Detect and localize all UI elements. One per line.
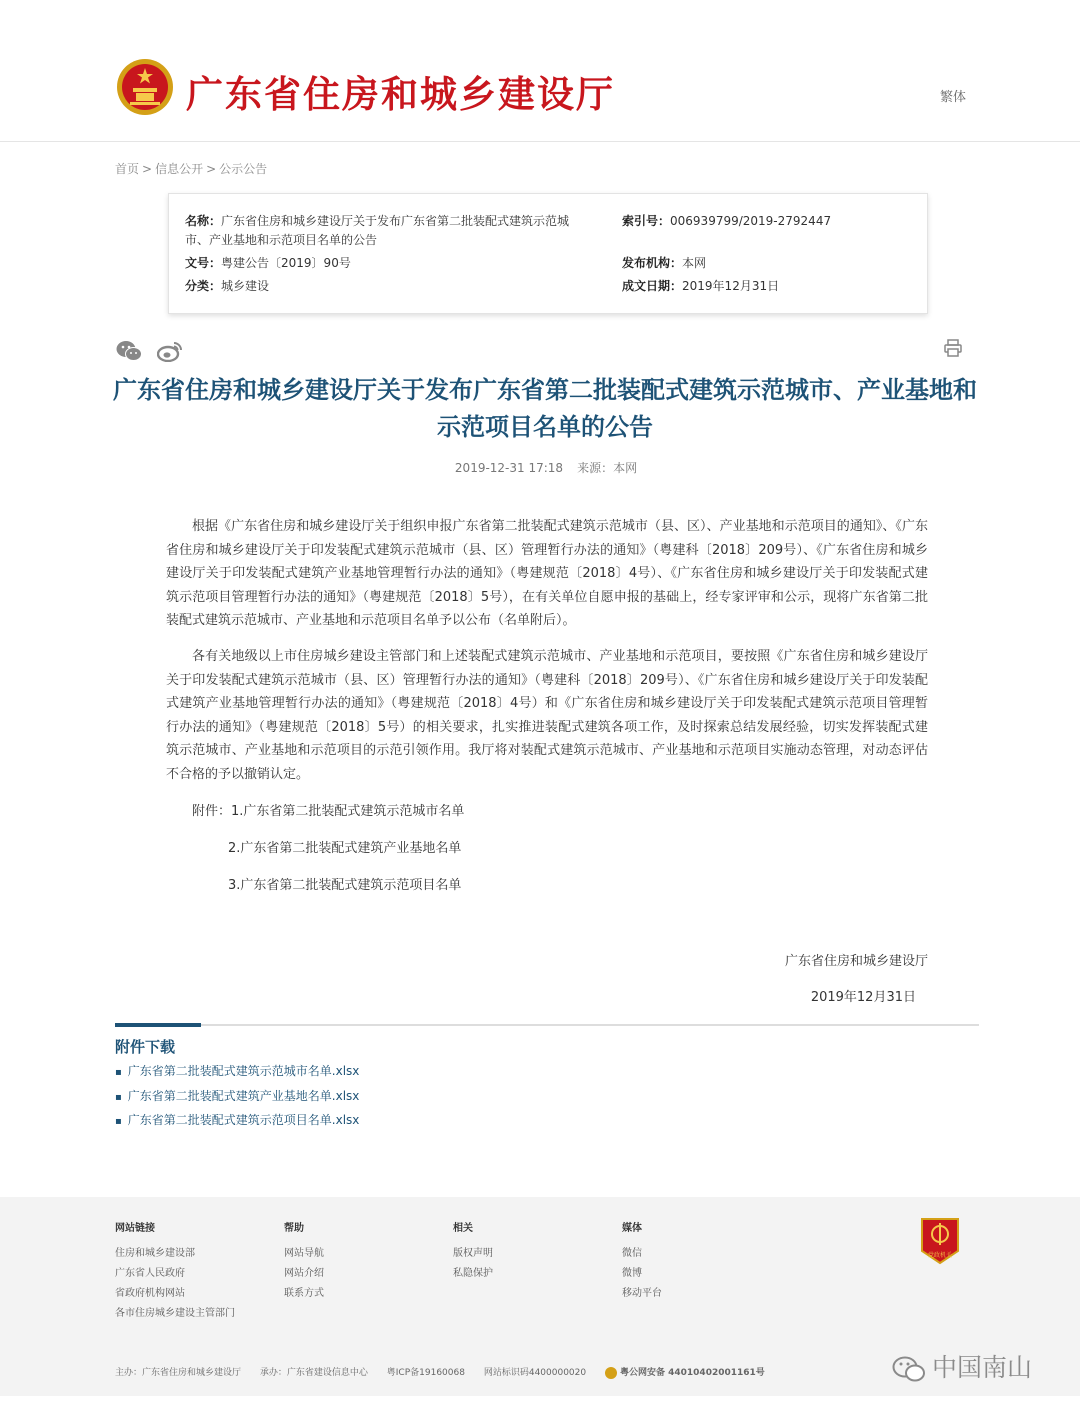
footer-col-title: 帮助 — [284, 1223, 304, 1234]
badge-label: 党政机关 — [927, 1252, 953, 1259]
breadcrumb — [115, 160, 267, 177]
meta-doc-number: 文号：粤建公告〔2019〕90号 — [185, 256, 351, 270]
meta-issuer: 发布机构：本网 — [622, 256, 707, 270]
footer-link[interactable]: 私隐保护 — [453, 1268, 493, 1279]
footer-link[interactable]: 住房和城乡建设部 — [115, 1248, 195, 1259]
print-icon[interactable] — [944, 339, 962, 357]
national-emblem-icon — [116, 58, 174, 116]
breadcrumb-info[interactable]: 信息公开 — [155, 162, 204, 176]
article-source: 来源：本网 — [577, 461, 638, 475]
traditional-chinese-link[interactable]: 繁体 — [940, 90, 967, 105]
breadcrumb-separator: > — [142, 162, 153, 176]
attachment-download-section — [115, 1024, 979, 1131]
police-badge-icon — [605, 1367, 617, 1379]
attachment-line: 附件：1.广东省第二批装配式建筑示范城市名单 — [192, 804, 465, 819]
footer-col-links — [115, 1219, 235, 1324]
download-item — [115, 1063, 979, 1082]
signature-date: 2019年12月31日 — [810, 990, 916, 1005]
site-header — [0, 0, 1080, 142]
section-divider — [115, 1024, 979, 1026]
site-title: 广东省住房和城乡建设厅 — [186, 72, 615, 116]
meta-name: 名称：广东省住房和城乡建设厅关于发布广东省第二批装配式建筑示范城市、产业基地和示范项目名单的公告 — [185, 214, 570, 247]
footer-col-title: 网站链接 — [115, 1223, 155, 1234]
footer-link[interactable]: 广东省人民政府 — [115, 1268, 185, 1279]
signature-block — [785, 944, 928, 1016]
wechat-watermark-icon — [892, 1355, 926, 1383]
attachment-line: 3.广东省第二批装配式建筑示范项目名单 — [228, 878, 462, 893]
watermark — [892, 1348, 1032, 1384]
footer-link[interactable]: 省政府机构网站 — [115, 1288, 185, 1299]
footer-col-title: 相关 — [453, 1223, 473, 1234]
share-bar — [116, 340, 193, 362]
download-title: 附件下载 — [115, 1038, 176, 1056]
signature-org: 广东省住房和城乡建设厅 — [784, 954, 928, 969]
watermark-text: 中国南山 — [932, 1353, 1033, 1382]
footer-bottom-bar — [115, 1365, 781, 1379]
article-body — [166, 515, 928, 799]
footer-col-help — [284, 1219, 324, 1304]
footer-link[interactable]: 各市住房城乡建设主管部门 — [115, 1308, 235, 1319]
footer-col-media — [622, 1219, 662, 1304]
footer-site-id: 网站标识码4400000020 — [483, 1368, 587, 1378]
article-datetime: 2019-12-31 17:18 — [454, 461, 564, 475]
article-paragraph: 根据《广东省住房和城乡建设厅关于组织申报广东省第二批装配式建筑示范城市（县、区）、产业基地和示范项目的通知》、《广东省住房和城乡建设厅关于印发装配式建筑示范城市（县、区）管理暂行办法的通知》（粤建科〔2018〕209号）、《广东省住房和城乡建设厅关于印发装配式建筑产业基地管理暂行办法的通知》（粤建规范〔2018〕4号）、《广东省住房和城乡建设厅关于印发装配式建筑示范项目管理暂行办法的通知》（粤建规范〔2018〕5号），在有关单位自愿申报的基础上，经专家评审和公示，现将广东省第二批装配式建筑示范城市、产业基地和示范项目名单予以公布（名单附后）。 — [166, 519, 928, 629]
weibo-icon[interactable] — [157, 340, 183, 362]
meta-date: 成文日期：2019年12月31日 — [622, 279, 780, 293]
footer-col-title: 媒体 — [622, 1223, 642, 1234]
download-item — [115, 1088, 979, 1107]
footer-host: 主办：广东省住房和城乡建设厅 — [115, 1368, 242, 1378]
article-title: 广东省住房和城乡建设厅关于发布广东省第二批装配式建筑示范城市、产业基地和示范项目名单的公告 — [113, 376, 977, 441]
attachment-line: 2.广东省第二批装配式建筑产业基地名单 — [228, 841, 462, 856]
meta-index: 索引号：006939799/2019-2792447 — [622, 214, 832, 228]
footer-link[interactable]: 联系方式 — [284, 1288, 324, 1299]
footer-link[interactable]: 微博 — [622, 1268, 642, 1279]
document-meta-box — [168, 193, 928, 314]
footer-link[interactable]: 移动平台 — [622, 1288, 662, 1299]
footer-link[interactable]: 版权声明 — [453, 1248, 493, 1259]
download-link[interactable]: 广东省第二批装配式建筑示范项目名单.xlsx — [127, 1113, 360, 1127]
footer-icp[interactable]: 粤ICP备19160068 — [386, 1368, 465, 1378]
party-government-badge-icon[interactable] — [920, 1217, 960, 1265]
download-item — [115, 1112, 979, 1131]
article-paragraph: 各有关地级以上市住房城乡建设主管部门和上述装配式建筑示范城市、产业基地和示范项目，要按照《广东省住房和城乡建设厅关于印发装配式建筑示范城市（县、区）管理暂行办法的通知》（粤建科〔2018〕209号）、《广东省住房和城乡建设厅关于印发装配式建筑产业基地管理暂行办法的通知》（粤建规范〔2018〕4号）和《广东省住房和城乡建设厅关于印发装配式建筑示范项目管理暂行办法的通知》（粤建规范〔2018〕5号）的相关要求，扎实推进装配式建筑各项工作，及时探索总结发展经验，切实发挥装配式建筑示范城市、产业基地和示范项目的示范引领作用。我厅将对装配式建筑示范城市、产业基地和示范项目实施动态管理，对动态评估不合格的予以撤销认定。 — [166, 648, 928, 782]
breadcrumb-home[interactable]: 首页 — [115, 162, 140, 176]
breadcrumb-separator: > — [206, 162, 217, 176]
breadcrumb-notice[interactable]: 公示公告 — [219, 162, 268, 176]
footer-link[interactable]: 微信 — [622, 1248, 642, 1259]
footer-police[interactable]: 粤公网安备 44010402001161号 — [605, 1368, 765, 1378]
article-meta — [0, 459, 1080, 476]
download-link[interactable]: 广东省第二批装配式建筑示范城市名单.xlsx — [127, 1064, 360, 1078]
footer-link[interactable]: 网站介绍 — [284, 1268, 324, 1279]
attachment-list — [192, 800, 464, 911]
wechat-icon[interactable] — [116, 340, 142, 362]
download-link[interactable]: 广东省第二批装配式建筑产业基地名单.xlsx — [127, 1088, 360, 1103]
meta-category: 分类：城乡建设 — [185, 279, 270, 293]
footer-undertake: 承办：广东省建设信息中心 — [259, 1368, 368, 1378]
footer-col-related — [453, 1219, 493, 1284]
footer-link[interactable]: 网站导航 — [284, 1248, 324, 1259]
